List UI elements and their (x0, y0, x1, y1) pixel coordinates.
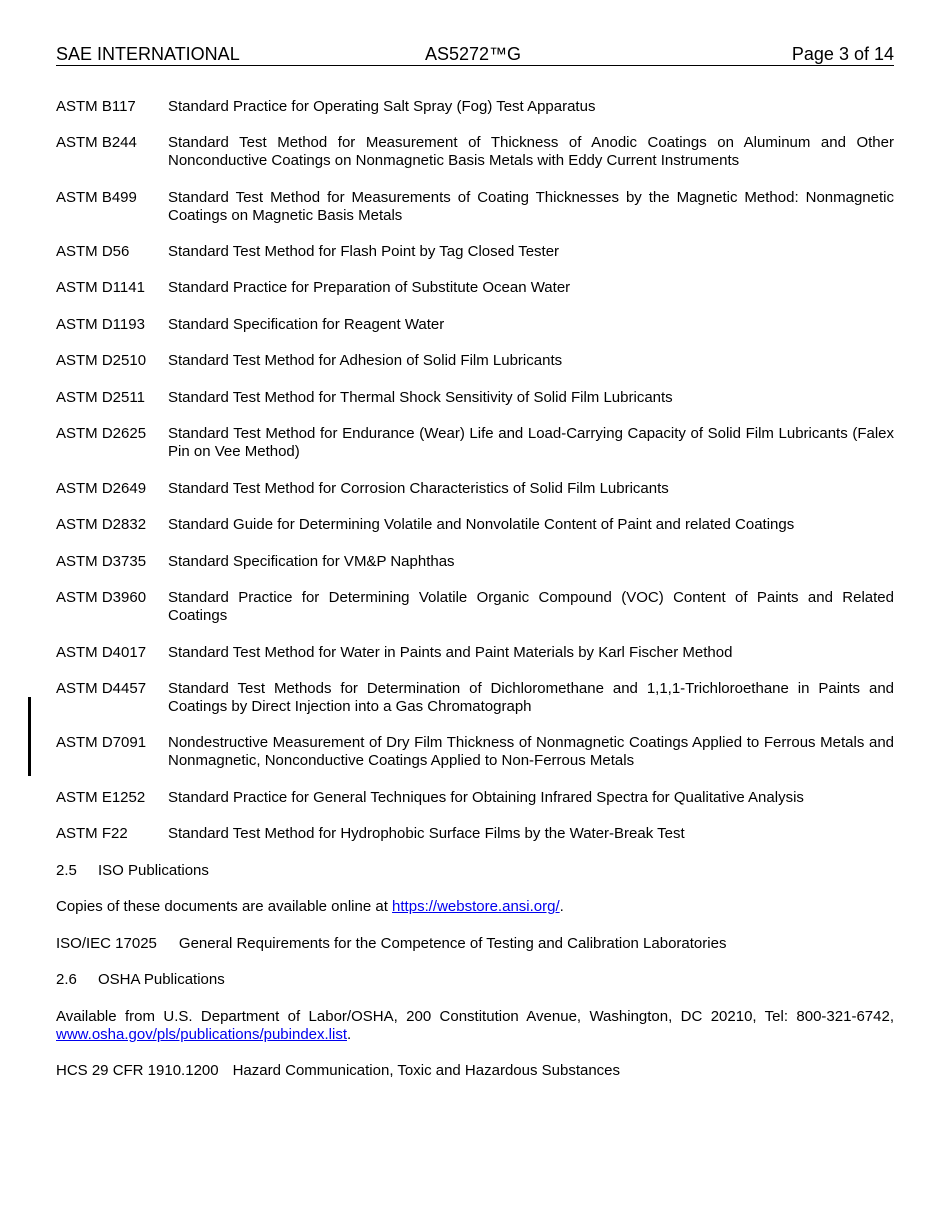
reference-entry (56, 680, 894, 716)
reference-code: ASTM B499 (56, 189, 137, 206)
reference-entry (56, 98, 894, 116)
reference-entry (56, 425, 894, 461)
reference-code: ASTM F22 (56, 825, 128, 842)
availability-suffix: . (347, 1026, 352, 1043)
reference-title: Standard Practice for Determining Volatile Organic Compound (VOC) Content of Paints and Related Coatings (168, 589, 894, 624)
reference-entry (56, 189, 894, 225)
reference-title: Standard Test Method for Hydrophobic Surface Films by the Water-Break Test (168, 825, 685, 842)
reference-entry (56, 243, 894, 261)
availability-suffix: . (559, 898, 564, 915)
reference-code: ASTM B244 (56, 134, 137, 151)
reference-entry (56, 134, 894, 170)
reference-code: ASTM D1141 (56, 279, 145, 296)
availability-text: Available from U.S. Department of Labor/OSHA, 200 Constitution Avenue, Washington, DC 20210, Tel: 800-321-6742, (56, 1008, 894, 1025)
section-heading-osha (56, 971, 225, 989)
section-number: 2.5 (56, 862, 77, 879)
reference-title: Standard Specification for VM&P Naphthas (168, 553, 455, 570)
section-title: OSHA Publications (98, 971, 225, 988)
reference-code: ASTM D2625 (56, 425, 147, 442)
reference-title: General Requirements for the Competence of Testing and Calibration Laboratories (178, 935, 727, 952)
osha-availability-paragraph (56, 1008, 894, 1044)
iso-reference-entry (56, 935, 726, 953)
reference-title: Standard Test Method for Flash Point by Tag Closed Tester (168, 243, 560, 260)
reference-code: ASTM D2510 (56, 352, 147, 369)
reference-title: Standard Test Method for Water in Paints and Paint Materials by Karl Fischer Method (168, 644, 733, 661)
reference-entry (56, 644, 894, 662)
reference-title: Standard Practice for General Techniques for Obtaining Infrared Spectra for Qualitative Analysis (168, 789, 804, 806)
header-page-number: Page 3 of 14 (791, 44, 894, 64)
reference-code: ASTM D2649 (56, 480, 147, 497)
iso-availability-paragraph (56, 898, 894, 916)
reference-entry (56, 589, 894, 625)
reference-code: ASTM D2832 (56, 516, 147, 533)
osha-publications-link[interactable]: www.osha.gov/pls/publications/pubindex.list (56, 1026, 347, 1043)
reference-code: ASTM D4457 (56, 680, 147, 697)
reference-title: Standard Guide for Determining Volatile and Nonvolatile Content of Paint and related Coatings (168, 516, 795, 533)
osha-reference-entry (56, 1062, 620, 1080)
reference-code: ASTM D1193 (56, 316, 145, 333)
revision-change-bar (28, 697, 31, 776)
header-organization: SAE INTERNATIONAL (56, 44, 240, 64)
reference-entry (56, 389, 894, 407)
availability-text: Copies of these documents are available online at (56, 898, 393, 915)
reference-code: ASTM B117 (56, 98, 136, 115)
reference-title: Standard Test Method for Measurement of Thickness of Anodic Coatings on Aluminum and Other Nonconductive Coatings on Nonmagnetic Basis Metals with Eddy Current Instruments (168, 134, 894, 169)
reference-entry (56, 279, 894, 297)
reference-code: ISO/IEC 17025 (56, 935, 157, 952)
reference-entry (56, 480, 894, 498)
section-title: ISO Publications (98, 862, 209, 879)
section-heading-iso (56, 862, 209, 880)
ansi-webstore-link[interactable]: https://webstore.ansi.org/ (392, 898, 560, 915)
reference-code: ASTM D56 (56, 243, 130, 260)
reference-entry (56, 516, 894, 534)
reference-title: Standard Test Method for Endurance (Wear) Life and Load-Carrying Capacity of Solid Film Lubricants (Falex Pin on Vee Method) (168, 425, 894, 460)
reference-code: ASTM D3735 (56, 553, 147, 570)
reference-entry (56, 734, 894, 770)
reference-code: ASTM D4017 (56, 644, 147, 661)
reference-entry (56, 825, 894, 843)
reference-entry (56, 352, 894, 370)
reference-entry (56, 789, 894, 807)
page-header (56, 44, 894, 66)
reference-title: Standard Test Method for Thermal Shock Sensitivity of Solid Film Lubricants (168, 389, 673, 406)
header-document-id: AS5272™G (425, 44, 522, 64)
reference-code: ASTM D2511 (56, 389, 145, 406)
reference-entry (56, 316, 894, 334)
reference-code: ASTM D7091 (56, 734, 147, 751)
reference-title: Standard Practice for Operating Salt Spray (Fog) Test Apparatus (168, 98, 596, 115)
reference-title: Standard Test Methods for Determination of Dichloromethane and 1,1,1-Trichloroethane in Paints and Coatings by Direct Injection into a Gas Chromatograph (168, 680, 894, 715)
reference-code: ASTM D3960 (56, 589, 147, 606)
reference-code: HCS 29 CFR 1910.1200 (56, 1062, 219, 1079)
reference-title: Standard Practice for Preparation of Substitute Ocean Water (168, 279, 571, 296)
reference-title: Hazard Communication, Toxic and Hazardous Substances (232, 1062, 621, 1079)
reference-title: Standard Test Method for Adhesion of Solid Film Lubricants (168, 352, 563, 369)
section-number: 2.6 (56, 971, 77, 988)
reference-title: Standard Test Method for Measurements of Coating Thicknesses by the Magnetic Method: Nonmagnetic Coatings on Magnetic Basis Metals (168, 189, 894, 224)
reference-entry (56, 553, 894, 571)
reference-title: Standard Test Method for Corrosion Characteristics of Solid Film Lubricants (168, 480, 669, 497)
reference-title: Standard Specification for Reagent Water (168, 316, 445, 333)
reference-title: Nondestructive Measurement of Dry Film Thickness of Nonmagnetic Coatings Applied to Ferrous Metals and Nonmagnetic, Nonconductive Coatings Applied to Non-Ferrous Metals (168, 734, 894, 769)
reference-code: ASTM E1252 (56, 789, 146, 806)
